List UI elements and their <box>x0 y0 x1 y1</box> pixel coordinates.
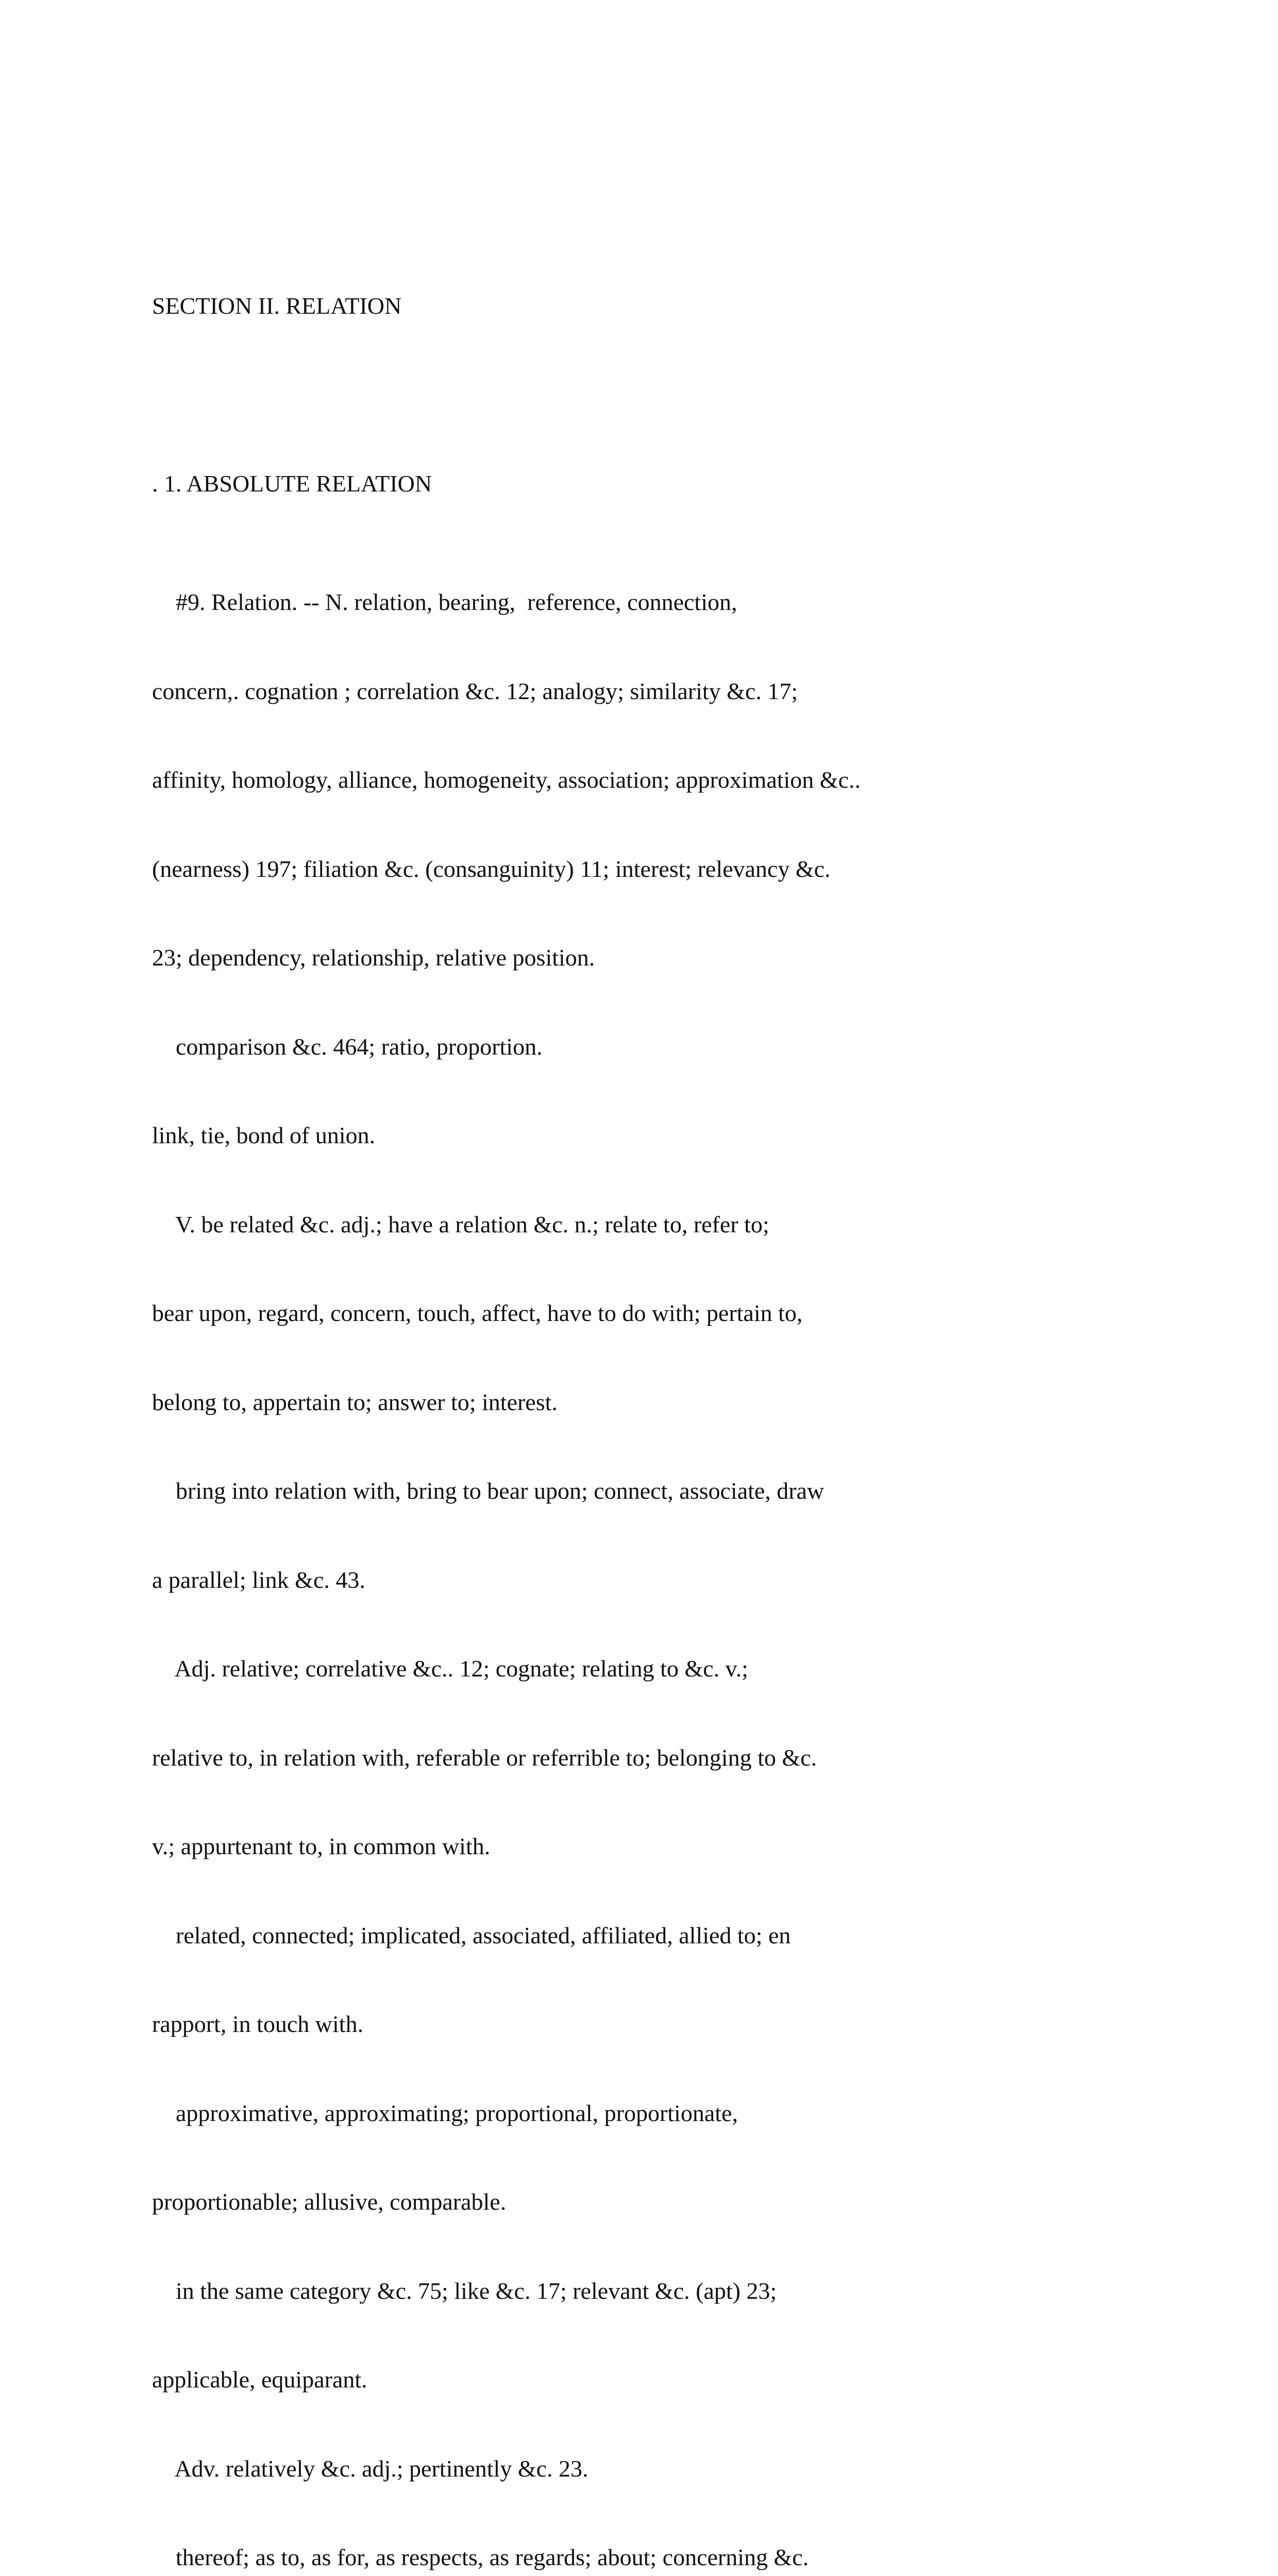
text-line: applicable, equiparant. <box>152 2366 367 2393</box>
text-line: related, connected; implicated, associated, affiliated, allied to; en <box>152 1922 791 1948</box>
page-text <box>152 232 1183 2576</box>
text-line: comparison &c. 464; ratio, proportion. <box>152 1033 543 1060</box>
text-line: proportionable; allusive, comparable. <box>152 2189 507 2215</box>
subsection-heading: . 1. ABSOLUTE RELATION <box>152 470 432 497</box>
text-line: approximative, approximating; proportional, proportionate, <box>152 2099 738 2126</box>
text-line: bear upon, regard, concern, touch, affect, have to do with; pertain to, <box>152 1300 803 1326</box>
text-line: Adv. relatively &c. adj.; pertinently &c. 23. <box>152 2455 588 2482</box>
text-line: in the same category &c. 75; like &c. 17; relevant &c. (apt) 23; <box>152 2277 777 2304</box>
text-line: v.; appurtenant to, in common with. <box>152 1833 491 1859</box>
section-heading: SECTION II. RELATION <box>152 293 402 319</box>
text-line: #9. Relation. -- N. relation, bearing, reference, connection, <box>152 589 737 615</box>
blank-line <box>152 380 1183 410</box>
text-line: belong to, appertain to; answer to; interest. <box>152 1388 558 1415</box>
text-line: affinity, homology, alliance, homogeneity, association; approximation &c.. <box>152 767 861 793</box>
text-line: V. be related &c. adj.; have a relation &c. n.; relate to, refer to; <box>152 1211 769 1238</box>
text-line: (nearness) 197; filiation &c. (consanguinity) 11; interest; relevancy &c. <box>152 855 831 882</box>
text-line: thereof; as to, as for, as respects, as regards; about; concerning &c. <box>152 2544 809 2570</box>
text-line: bring into relation with, bring to bear upon; connect, associate, draw <box>152 1478 825 1504</box>
text-line: 23; dependency, relationship, relative position. <box>152 944 595 971</box>
text-line: concern,. cognation ; correlation &c. 12; analogy; similarity &c. 17; <box>152 677 798 704</box>
text-line: a parallel; link &c. 43. <box>152 1566 365 1593</box>
text-line: relative to, in relation with, referable or referrible to; belonging to &c. <box>152 1744 817 1771</box>
text-line: link, tie, bond of union. <box>152 1122 376 1148</box>
text-line: Adj. relative; correlative &c.. 12; cognate; relating to &c. v.; <box>152 1655 748 1682</box>
text-line: rapport, in touch with. <box>152 2011 364 2037</box>
